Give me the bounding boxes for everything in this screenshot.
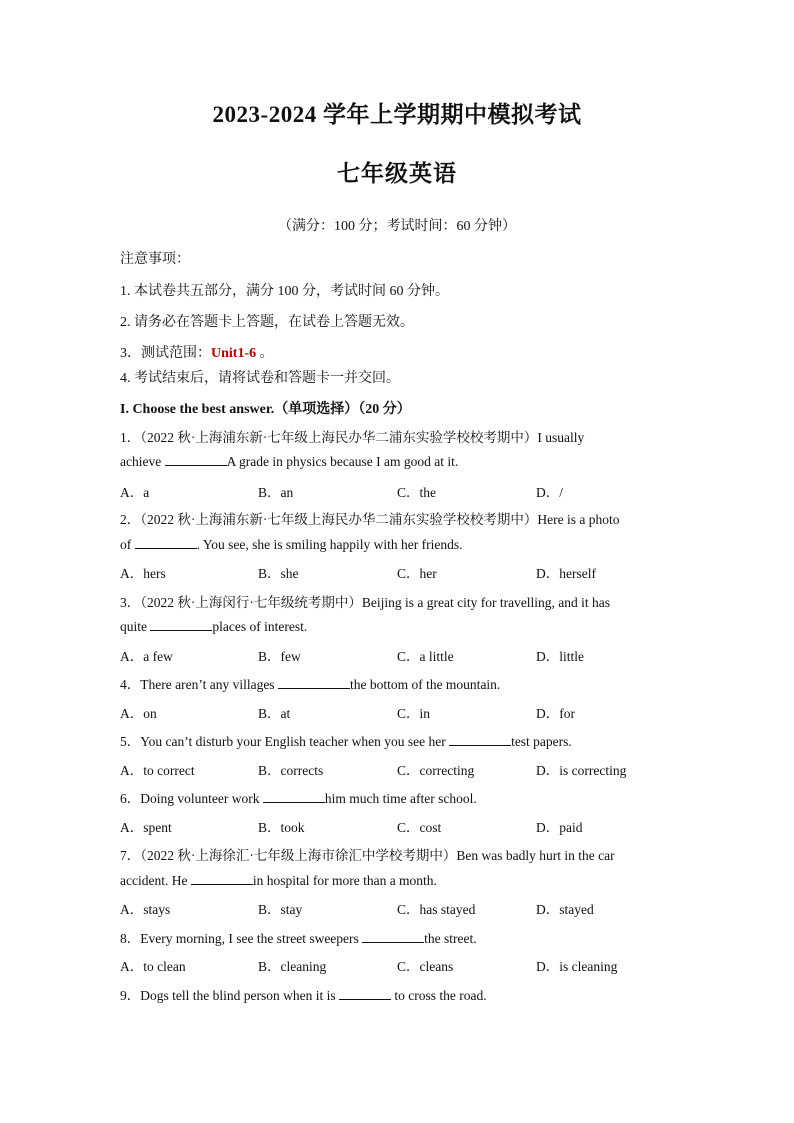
question-4-options bbox=[120, 702, 680, 720]
notes-heading: 注意事项： bbox=[120, 252, 190, 267]
note-item bbox=[120, 342, 680, 362]
question-text: test papers. bbox=[511, 734, 572, 749]
option-c[interactable]: C．correcting bbox=[397, 763, 475, 778]
question-7-line-2 bbox=[120, 872, 680, 889]
option-d[interactable]: D．little bbox=[536, 649, 584, 664]
question-text: 9．Dogs tell the blind person when it is bbox=[120, 988, 339, 1003]
option-b[interactable]: B．she bbox=[258, 566, 299, 581]
question-text: in hospital for more than a month. bbox=[252, 873, 437, 888]
question-text: places of interest. bbox=[212, 619, 308, 634]
section-title: I. Choose the best answer.（单项选择）（20 分） bbox=[120, 402, 411, 417]
option-b[interactable]: B．corrects bbox=[258, 763, 324, 778]
question-1-line-1: 1．（2022 秋·上海浦东新·七年级上海民办华二浦东实验学校校考期中）I usually bbox=[120, 430, 585, 445]
question-7-options bbox=[120, 898, 680, 916]
option-c[interactable]: C．her bbox=[397, 566, 437, 581]
question-text: achieve bbox=[120, 454, 165, 469]
question-text: of bbox=[120, 537, 135, 552]
answer-blank bbox=[362, 930, 424, 943]
question-text: A grade in physics because I am good at it. bbox=[226, 454, 459, 469]
option-a[interactable]: A．to correct bbox=[120, 763, 195, 778]
option-d[interactable]: D．for bbox=[536, 706, 575, 721]
option-d[interactable]: D．stayed bbox=[536, 902, 594, 917]
option-b[interactable]: B．took bbox=[258, 820, 305, 835]
question-text: the street. bbox=[424, 931, 477, 946]
answer-blank bbox=[135, 536, 197, 549]
question-1-options bbox=[120, 481, 680, 499]
question-text: him much time after school. bbox=[324, 791, 477, 806]
question-2-line-1: 2．（2022 秋·上海浦东新·七年级上海民办华二浦东实验学校校考期中）Here is a photo bbox=[120, 512, 620, 527]
question-6-line-1 bbox=[120, 787, 680, 807]
option-b[interactable]: B．cleaning bbox=[258, 959, 327, 974]
option-a[interactable]: A．to clean bbox=[120, 959, 186, 974]
question-8-options bbox=[120, 955, 680, 973]
option-d[interactable]: D．herself bbox=[536, 566, 596, 581]
question-text: . You see, she is smiling happily with her friends. bbox=[196, 537, 463, 552]
question-7-line-1: 7．（2022 秋·上海徐汇·七年级上海市徐汇中学校考期中）Ben was badly hurt in the car bbox=[120, 848, 615, 863]
option-a[interactable]: A．hers bbox=[120, 566, 166, 581]
question-text: accident. He bbox=[120, 873, 191, 888]
answer-blank bbox=[191, 872, 253, 885]
option-b[interactable]: B．few bbox=[258, 649, 301, 664]
question-8-line-1 bbox=[120, 927, 680, 947]
answer-blank bbox=[150, 618, 212, 631]
exam-title: 2023-2024 学年上学期期中模拟考试 bbox=[212, 102, 582, 127]
note-item: 4. 考试结束后，请将试卷和答题卡一并交回。 bbox=[120, 371, 400, 386]
question-2-options bbox=[120, 562, 680, 580]
question-text: quite bbox=[120, 619, 151, 634]
option-b[interactable]: B．at bbox=[258, 706, 291, 721]
option-c[interactable]: C．a little bbox=[397, 649, 454, 664]
note-range-value: Unit1-6 bbox=[211, 346, 257, 361]
option-d[interactable]: D．is cleaning bbox=[536, 959, 618, 974]
option-d[interactable]: D．paid bbox=[536, 820, 583, 835]
option-b[interactable]: B．an bbox=[258, 485, 294, 500]
question-4-line-1 bbox=[120, 673, 680, 693]
question-text: the bottom of the mountain. bbox=[349, 677, 501, 692]
option-c[interactable]: C．has stayed bbox=[397, 902, 476, 917]
question-text: 5．You can’t disturb your English teacher when you see her bbox=[120, 734, 450, 749]
question-2-line-2 bbox=[120, 536, 680, 553]
option-b[interactable]: B．stay bbox=[258, 902, 303, 917]
note-range-suffix: 。 bbox=[256, 346, 274, 361]
answer-blank bbox=[165, 453, 227, 466]
answer-blank bbox=[278, 676, 350, 689]
note-item: 2. 请务必在答题卡上答题，在试卷上答题无效。 bbox=[120, 315, 414, 330]
question-5-line-1 bbox=[120, 730, 680, 750]
option-a[interactable]: A．stays bbox=[120, 902, 171, 917]
option-d[interactable]: D．/ bbox=[536, 485, 563, 500]
exam-info: （满分：100 分；考试时间：60 分钟） bbox=[278, 219, 516, 234]
option-c[interactable]: C．cleans bbox=[397, 959, 454, 974]
option-a[interactable]: A．on bbox=[120, 706, 157, 721]
answer-blank bbox=[263, 790, 325, 803]
option-c[interactable]: C．cost bbox=[397, 820, 442, 835]
option-c[interactable]: C．in bbox=[397, 706, 431, 721]
note-range-label: 3．测试范围： bbox=[120, 346, 211, 361]
answer-blank bbox=[449, 733, 511, 746]
question-6-options bbox=[120, 816, 680, 834]
note-item: 1. 本试卷共五部分，满分 100 分，考试时间 60 分钟。 bbox=[120, 284, 449, 299]
question-3-options bbox=[120, 645, 680, 663]
option-c[interactable]: C．the bbox=[397, 485, 436, 500]
question-5-options bbox=[120, 759, 680, 777]
question-text: 4．There aren’t any villages bbox=[120, 677, 278, 692]
option-a[interactable]: A．spent bbox=[120, 820, 172, 835]
answer-blank bbox=[339, 987, 391, 1000]
exam-subtitle: 七年级英语 bbox=[337, 161, 457, 186]
question-3-line-1: 3．（2022 秋·上海闵行·七年级统考期中）Beijing is a great city for travelling, and it has bbox=[120, 595, 611, 610]
question-9-line-1 bbox=[120, 984, 680, 1004]
question-text: 6．Doing volunteer work bbox=[120, 791, 263, 806]
question-text: to cross the road. bbox=[390, 988, 487, 1003]
option-a[interactable]: A．a few bbox=[120, 649, 173, 664]
question-3-line-2 bbox=[120, 618, 680, 635]
question-1-line-2 bbox=[120, 453, 680, 470]
question-text: 8．Every morning, I see the street sweepers bbox=[120, 931, 363, 946]
option-a[interactable]: A．a bbox=[120, 485, 150, 500]
option-d[interactable]: D．is correcting bbox=[536, 763, 627, 778]
